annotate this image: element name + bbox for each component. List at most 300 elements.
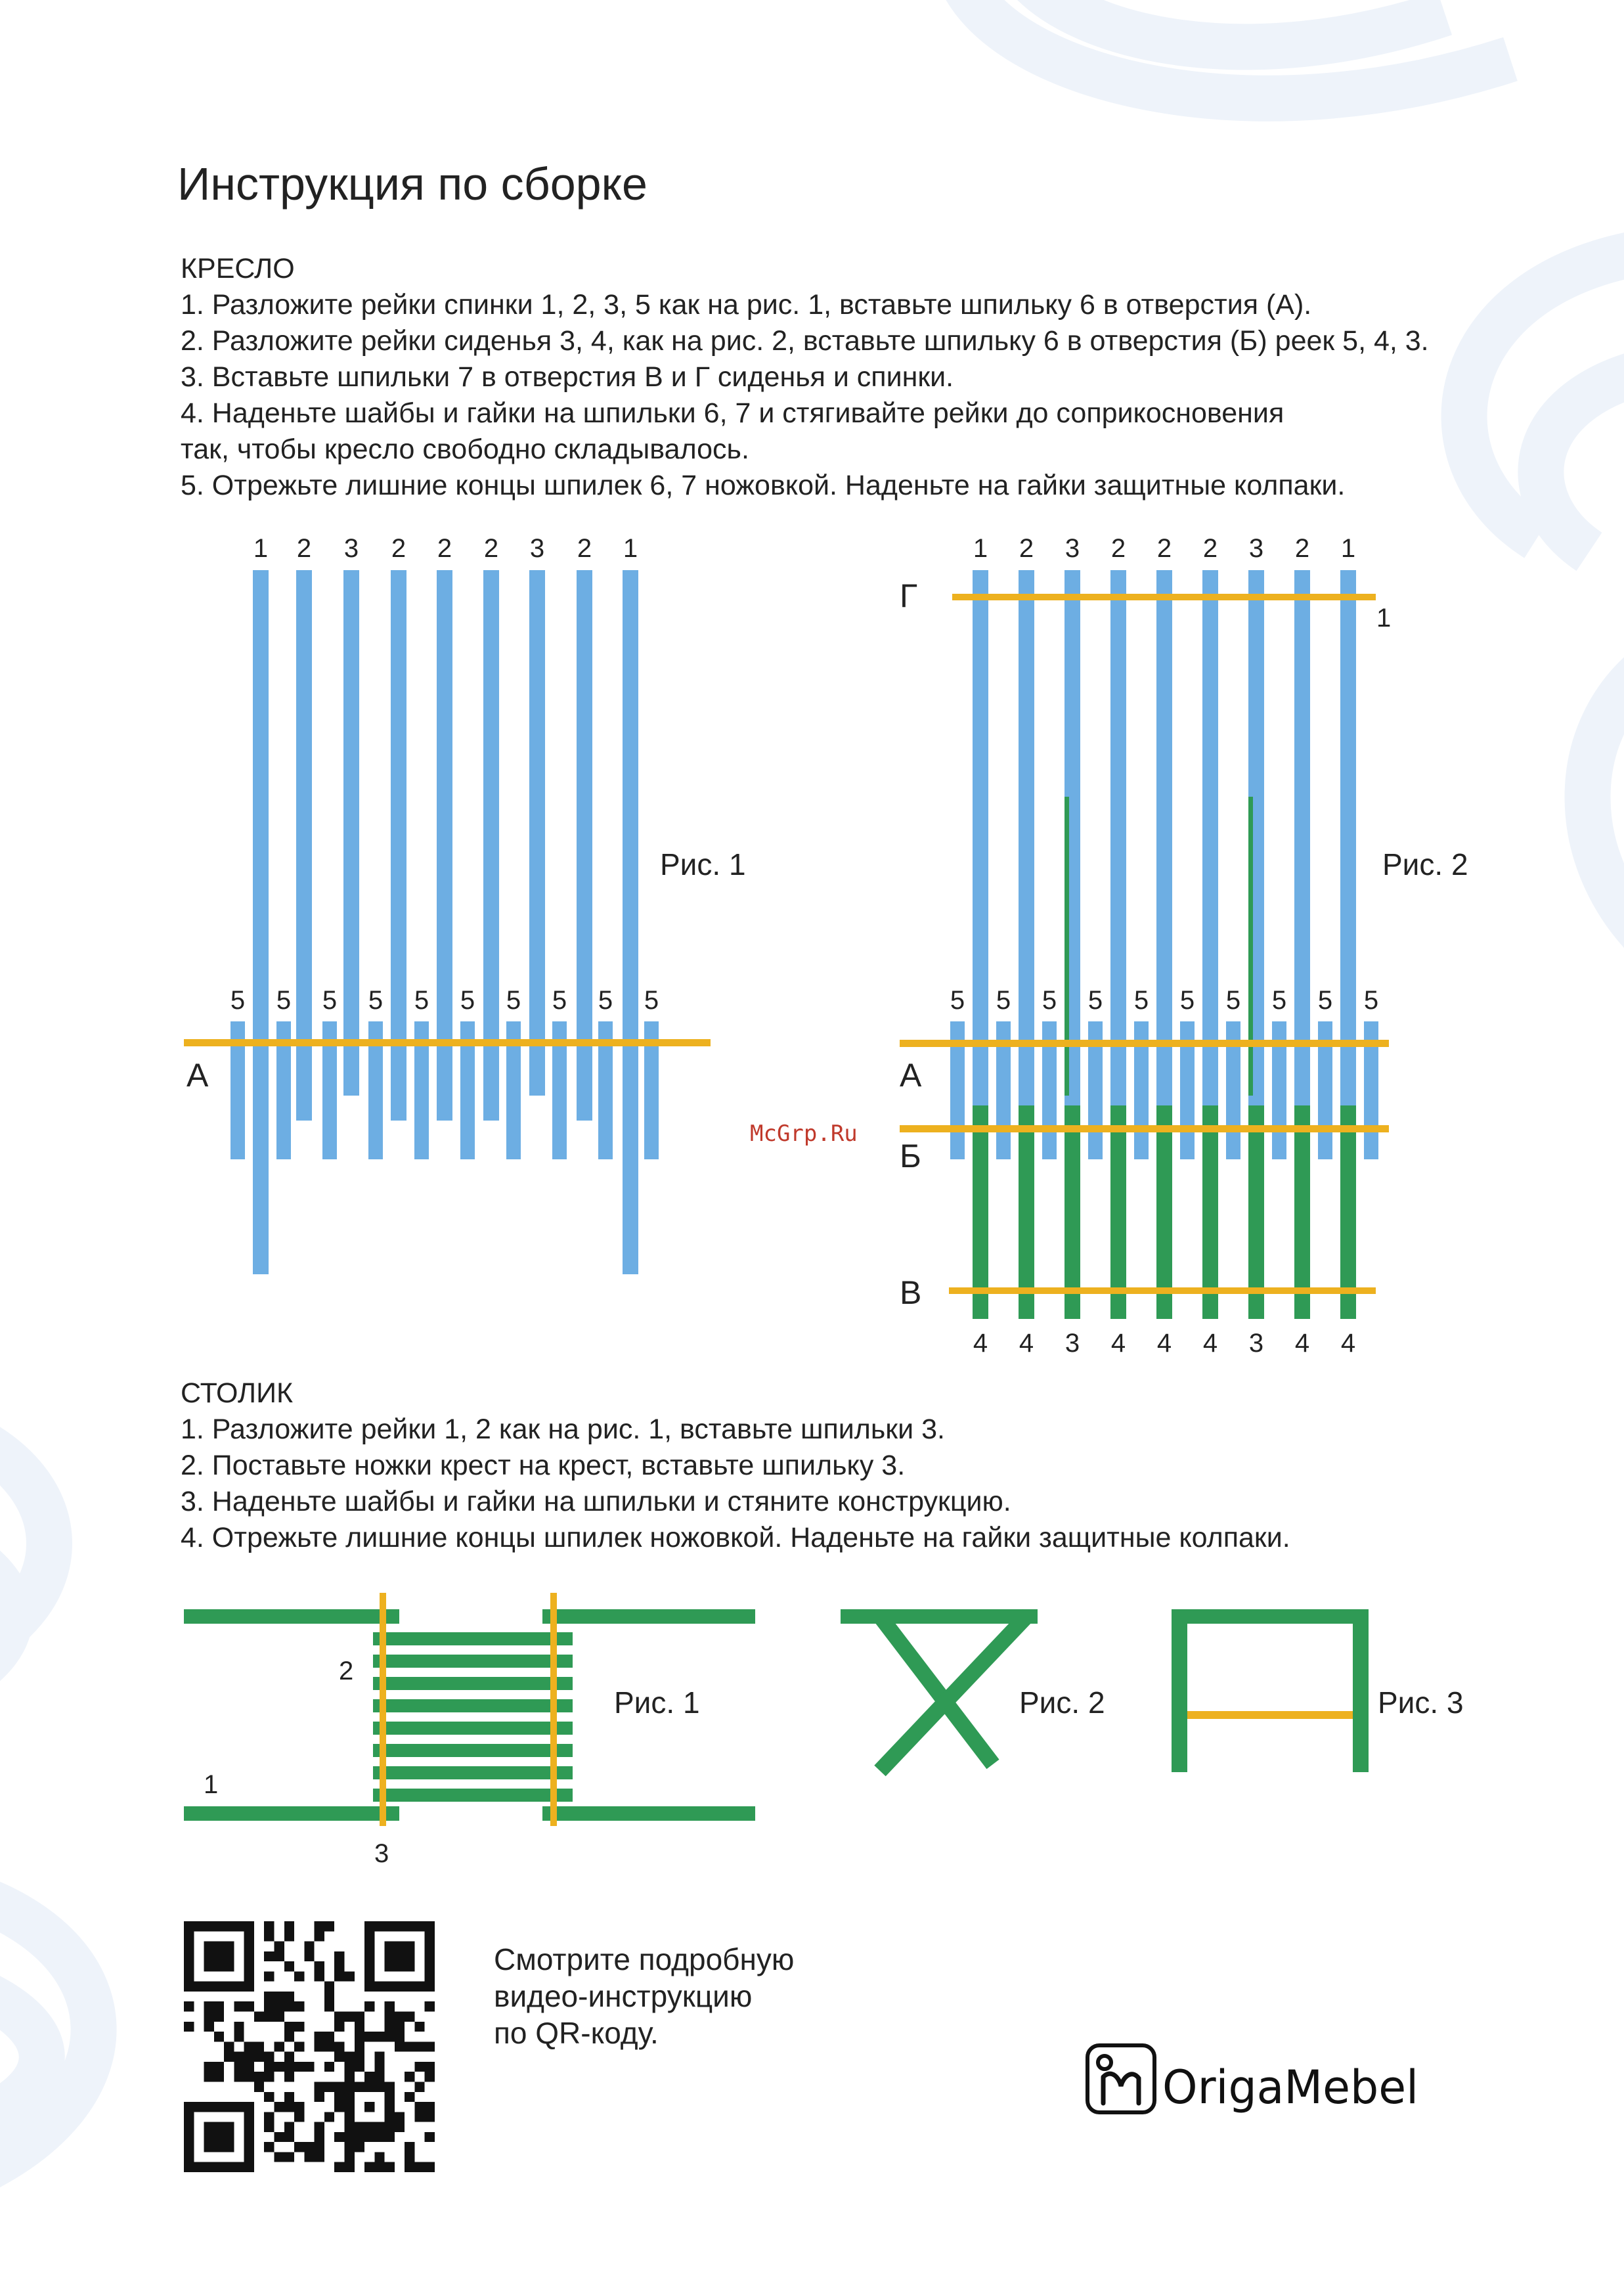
qr-module — [264, 1951, 274, 1961]
qr-module — [355, 2142, 364, 2152]
qr-module — [414, 2162, 424, 2172]
qr-module — [385, 2032, 395, 2041]
qr-module — [294, 2102, 304, 2112]
qr-module — [284, 1992, 294, 2001]
qr-module — [214, 2072, 224, 2082]
qr-module — [414, 2102, 424, 2112]
slat-number-label: 4 — [973, 1329, 988, 1358]
table-slat — [373, 1699, 573, 1712]
qr-module — [304, 2062, 314, 2072]
qr-module — [334, 2022, 344, 2032]
qr-module — [204, 2072, 214, 2082]
qr-module — [344, 2072, 354, 2082]
qr-module — [425, 1921, 435, 1992]
backrest-slat — [1019, 570, 1034, 1105]
qr-module — [405, 2142, 414, 2152]
logo-text: OrigaMebel — [1162, 2060, 1418, 2114]
slat-number-label: 5 — [460, 986, 475, 1015]
table-fig1-label-3: 3 — [374, 1839, 389, 1868]
qr-module — [414, 2112, 424, 2122]
qr-module — [184, 2162, 254, 2172]
qr-module — [264, 2052, 274, 2062]
slat-number-label: 5 — [996, 986, 1011, 1015]
armchair-fig2-pin-g-label: Г — [900, 577, 918, 614]
qr-module — [334, 2132, 344, 2142]
qr-module — [274, 1951, 284, 1961]
armchair-step-4-cont: так, чтобы кресло свободно складывалось. — [181, 434, 749, 465]
qr-module — [334, 2162, 344, 2172]
qr-module — [374, 2072, 384, 2082]
armchair-fig2-corner-label: 1 — [1376, 604, 1392, 633]
backrest-slat — [253, 570, 269, 1274]
qr-module — [294, 1971, 304, 1981]
qr-module — [425, 2102, 435, 2112]
seat-slat-3 — [1064, 797, 1069, 1096]
table-step-4: 4. Отрежьте лишние концы шпилек ножовкой. Наденьте на гайки защитные колпаки. — [181, 1522, 1290, 1553]
qr-module — [364, 2032, 374, 2041]
qr-module — [264, 2062, 274, 2072]
backrest-slat — [1294, 570, 1310, 1105]
qr-module — [315, 2122, 324, 2132]
slat-number-label: 5 — [950, 986, 965, 1015]
table-rail-bottom-left — [184, 1806, 399, 1821]
qr-module — [364, 1921, 374, 1992]
qr-module — [244, 2062, 254, 2072]
qr-module — [244, 2102, 254, 2172]
armchair-step-1: 1. Разложите рейки спинки 1, 2, 3, 5 как на рис. 1, вставьте шпильку 6 в отверстия (А). — [181, 289, 1312, 321]
qr-module — [374, 2052, 384, 2062]
qr-module — [274, 2102, 284, 2112]
pin-b — [900, 1125, 1389, 1132]
table-figure-3 — [1172, 1609, 1464, 1772]
qr-caption-line-1: Смотрите подробную — [494, 1942, 795, 1976]
table-step-1: 1. Разложите рейки 1, 2 как на рис. 1, вставьте шпильки 3. — [181, 1414, 945, 1445]
table-slat — [373, 1632, 573, 1645]
backrest-slat — [343, 570, 359, 1096]
qr-module — [234, 2032, 244, 2041]
backrest-slat — [1202, 570, 1218, 1105]
qr-module — [294, 2001, 304, 2011]
qr-module — [284, 2152, 294, 2162]
qr-module — [274, 2041, 284, 2051]
qr-module — [425, 2001, 435, 2011]
armchair-step-2: 2. Разложите рейки сиденья 3, 4, как на рис. 2, вставьте шпильку 6 в отверстия (Б) реек 5, 4, 3. — [181, 325, 1429, 357]
logo-m-icon — [1103, 2074, 1139, 2103]
qr-module — [324, 2001, 334, 2011]
qr-module — [264, 1992, 274, 2001]
seat-slat — [1064, 1105, 1080, 1319]
table-figure-1 — [184, 1593, 755, 1868]
qr-module — [274, 2132, 284, 2142]
qr-module — [244, 2041, 254, 2051]
table-fig1-label-1: 1 — [204, 1770, 219, 1799]
slat-number-label: 4 — [1156, 1329, 1172, 1358]
qr-module — [405, 2092, 414, 2102]
slat-number-label: 5 — [1271, 986, 1287, 1015]
qr-module — [385, 2022, 395, 2032]
slat-number-label: 5 — [276, 986, 292, 1015]
pin-a — [184, 1039, 711, 1046]
qr-module — [304, 2142, 314, 2152]
qr-module — [385, 2132, 395, 2142]
slat-number-label: 3 — [1064, 534, 1080, 563]
qr-module — [324, 1982, 334, 1992]
slat-number-label: 1 — [253, 534, 269, 563]
table-rail-bottom-right — [542, 1806, 755, 1821]
qr-module — [315, 2041, 324, 2051]
backrest-slat — [483, 570, 499, 1121]
qr-module — [344, 2152, 354, 2162]
qr-module — [315, 1961, 324, 1971]
qr-module — [234, 2052, 244, 2062]
armchair-figure-2 — [900, 534, 1392, 1358]
qr-module — [264, 2122, 274, 2132]
qr-module — [364, 1982, 435, 1992]
qr-module — [244, 1921, 254, 1992]
qr-module — [284, 2122, 294, 2132]
backrest-slat — [577, 570, 592, 1121]
qr-module — [324, 2112, 334, 2122]
qr-module — [344, 1971, 354, 1981]
qr-module — [254, 2012, 264, 2022]
qr-module — [284, 2052, 294, 2062]
qr-module — [254, 2041, 264, 2051]
qr-module — [425, 2062, 435, 2072]
qr-module — [405, 2162, 414, 2172]
qr-module — [294, 2062, 304, 2072]
qr-module — [184, 2102, 254, 2112]
seat-slat — [1340, 1105, 1356, 1319]
slat-number-label: 4 — [1202, 1329, 1218, 1358]
qr-module — [385, 2001, 395, 2011]
qr-module — [374, 2032, 384, 2041]
slat-number-label: 5 — [1363, 986, 1379, 1015]
qr-module — [355, 2052, 364, 2062]
qr-module — [234, 2062, 244, 2072]
slat-number-label: 5 — [552, 986, 567, 1015]
qr-module — [204, 2012, 214, 2022]
qr-module — [315, 2132, 324, 2142]
qr-module — [395, 2022, 405, 2032]
slat-number-label: 2 — [577, 534, 592, 563]
slat-number-label: 5 — [506, 986, 521, 1015]
slat-number-label: 2 — [1110, 534, 1126, 563]
table-frame-right — [1353, 1609, 1369, 1772]
qr-module — [355, 2022, 364, 2032]
qr-module — [344, 2142, 354, 2152]
backrest-slat — [623, 570, 638, 1274]
qr-module — [334, 2052, 344, 2062]
qr-module — [385, 1942, 415, 1972]
logo-frame-icon — [1087, 2045, 1154, 2112]
backrest-slat — [391, 570, 406, 1121]
slat-number-label: 2 — [483, 534, 499, 563]
pin-a — [900, 1040, 1389, 1047]
qr-module — [274, 2062, 284, 2072]
qr-module — [244, 2052, 254, 2062]
qr-module — [414, 2062, 424, 2072]
qr-module — [304, 2152, 314, 2162]
qr-caption-line-2: видео-инструкцию — [494, 1979, 753, 2013]
table-pin-right — [550, 1593, 557, 1826]
slat-number-label: 3 — [1248, 1329, 1264, 1358]
table-frame-pin — [1187, 1711, 1353, 1719]
table-frame-left — [1172, 1609, 1187, 1772]
backrest-slat — [296, 570, 312, 1121]
seat-slat — [1202, 1105, 1218, 1319]
qr-module — [274, 2012, 284, 2022]
slat-number-label: 5 — [598, 986, 613, 1015]
table-rail-top-right — [542, 1609, 755, 1624]
qr-module — [204, 2001, 214, 2011]
qr-module — [284, 2022, 294, 2032]
qr-module — [355, 2032, 364, 2041]
qr-module — [395, 2032, 405, 2041]
slat-number-label: 5 — [1087, 986, 1103, 1015]
table-fig2-caption: Рис. 2 — [1019, 1685, 1105, 1720]
armchair-fig2-caption: Рис. 2 — [1382, 847, 1468, 881]
qr-module — [315, 2082, 324, 2091]
qr-module — [294, 2041, 304, 2051]
qr-module — [324, 1921, 334, 1931]
qr-module — [405, 2012, 414, 2022]
qr-module — [204, 1942, 234, 1972]
qr-module — [284, 2032, 294, 2041]
slat-number-label: 2 — [1294, 534, 1310, 563]
origamebel-logo — [1085, 2043, 1426, 2115]
slat-number-label: 2 — [391, 534, 406, 563]
seat-slat-3 — [1248, 797, 1253, 1096]
qr-module — [254, 2052, 264, 2062]
slat-number-label: 5 — [1133, 986, 1149, 1015]
qr-module — [254, 2072, 264, 2082]
qr-module — [315, 1921, 324, 1931]
slat-number-label: 4 — [1340, 1329, 1356, 1358]
qr-module — [315, 1931, 324, 1941]
armchair-step-4: 4. Наденьте шайбы и гайки на шпильки 6, 7 и стягивайте рейки до соприкосновения — [181, 397, 1284, 429]
seat-slat — [1110, 1105, 1126, 1319]
qr-module — [204, 2022, 214, 2032]
qr-module — [234, 2022, 244, 2032]
qr-module — [364, 2132, 374, 2142]
slat-number-label: 5 — [322, 986, 338, 1015]
qr-module — [344, 2162, 354, 2172]
qr-module — [355, 2062, 364, 2072]
slat-number-label: 2 — [1019, 534, 1034, 563]
qr-module — [204, 2122, 234, 2152]
table-rail-top-left — [184, 1609, 399, 1624]
page-title: Инструкция по сборке — [177, 158, 647, 210]
qr-module — [315, 2152, 324, 2162]
table-step-3: 3. Наденьте шайбы и гайки на шпильки и стяните конструкцию. — [181, 1486, 1011, 1517]
seat-slat — [1294, 1105, 1310, 1319]
slat-number-label: 2 — [1156, 534, 1172, 563]
armchair-fig2-pin-a-label: А — [900, 1057, 922, 1094]
qr-module — [324, 2032, 334, 2041]
armchair-fig1-caption: Рис. 1 — [660, 847, 746, 881]
slat-number-label: 5 — [230, 986, 246, 1015]
qr-module — [334, 2041, 344, 2051]
qr-module — [264, 2001, 274, 2011]
slat-number-label: 5 — [1225, 986, 1241, 1015]
qr-module — [315, 2142, 324, 2152]
table-pin-left — [380, 1593, 386, 1826]
qr-module — [224, 2041, 234, 2051]
watermark: McGrp.Ru — [750, 1121, 858, 1147]
qr-module — [294, 2022, 304, 2032]
qr-module — [414, 2022, 424, 2032]
backrest-slat — [1340, 570, 1356, 1105]
qr-module — [284, 2092, 294, 2102]
qr-module — [395, 2122, 405, 2132]
qr-module — [224, 2052, 234, 2062]
armchair-fig1-pin-a-label: А — [187, 1057, 209, 1094]
slat-number-label: 3 — [529, 534, 545, 563]
qr-module — [204, 2062, 214, 2072]
qr-module — [264, 2092, 274, 2102]
qr-module — [214, 2062, 224, 2072]
backrest-slat — [1156, 570, 1172, 1105]
qr-module — [364, 2001, 374, 2011]
qr-module — [284, 2102, 294, 2112]
backrest-slat — [437, 570, 452, 1121]
qr-module — [264, 1931, 274, 1941]
qr-module — [274, 1992, 284, 2001]
slat-number-label: 2 — [296, 534, 312, 563]
qr-module — [374, 2162, 384, 2172]
slat-number-label: 5 — [414, 986, 429, 1015]
qr-module — [334, 2092, 344, 2102]
qr-module — [425, 2072, 435, 2082]
qr-module — [284, 1931, 294, 1941]
qr-module — [214, 2012, 224, 2022]
slat-number-label: 3 — [343, 534, 359, 563]
table-leg-a — [879, 1615, 993, 1764]
qr-module — [385, 2012, 395, 2022]
table-frame-top — [1172, 1609, 1369, 1624]
pin-g — [952, 594, 1376, 600]
qr-module — [334, 1951, 344, 1961]
table-slat — [373, 1744, 573, 1757]
qr-module — [284, 2072, 294, 2082]
qr-module — [334, 2102, 344, 2112]
qr-module — [284, 2001, 294, 2011]
slat-number-label: 5 — [1179, 986, 1195, 1015]
qr-module — [355, 2012, 364, 2022]
slat-number-label: 2 — [437, 534, 452, 563]
qr-module — [264, 1921, 274, 1931]
qr-module — [334, 2082, 344, 2091]
qr-module — [395, 2112, 405, 2122]
qr-module — [324, 2041, 334, 2051]
seat-slat — [1156, 1105, 1172, 1319]
qr-module — [304, 1951, 314, 1961]
qr-module — [244, 2001, 254, 2011]
qr-module — [414, 2082, 424, 2091]
qr-module — [374, 2062, 384, 2072]
qr-module — [284, 1961, 294, 1971]
qr-module — [425, 2132, 435, 2142]
qr-module — [344, 2052, 354, 2062]
qr-module — [264, 2142, 274, 2152]
slat-number-label: 1 — [973, 534, 988, 563]
qr-module — [334, 2012, 344, 2022]
qr-module — [184, 2022, 194, 2032]
logo-circle-icon — [1098, 2056, 1111, 2069]
qr-module — [425, 2041, 435, 2051]
qr-module — [184, 2001, 194, 2011]
qr-caption — [494, 1941, 794, 2051]
slat-number-label: 4 — [1294, 1329, 1310, 1358]
qr-module — [274, 2152, 284, 2162]
qr-module — [374, 2152, 384, 2162]
qr-module — [385, 2082, 395, 2131]
slat-number-label: 2 — [1202, 534, 1218, 563]
qr-module — [395, 2041, 405, 2051]
table-heading: СТОЛИК — [181, 1377, 294, 1409]
qr-module — [374, 2132, 384, 2142]
qr-module — [254, 2082, 264, 2091]
qr-module — [334, 1971, 344, 1981]
qr-module — [234, 2001, 244, 2011]
qr-module — [364, 2102, 374, 2112]
qr-module — [385, 2162, 395, 2172]
slat-number-label: 5 — [1042, 986, 1057, 1015]
backrest-slat — [1110, 570, 1126, 1105]
table-figure-2 — [841, 1609, 1105, 1771]
qr-module — [244, 2072, 254, 2082]
qr-module — [234, 2072, 244, 2082]
slat-number-label: 5 — [368, 986, 384, 1015]
seat-slat — [1248, 1105, 1264, 1319]
qr-module — [264, 2112, 274, 2122]
armchair-fig2-pin-v-label: В — [900, 1274, 922, 1311]
qr-module — [324, 2062, 334, 2072]
qr-module — [344, 2062, 354, 2072]
slat-number-label: 5 — [1317, 986, 1333, 1015]
armchair-fig2-pin-b-label: Б — [900, 1138, 921, 1174]
qr-module — [315, 1971, 324, 1981]
armchair-figure-1 — [184, 534, 711, 1274]
qr-module — [284, 1921, 294, 1931]
slat-number-label: 3 — [1064, 1329, 1080, 1358]
qr-code[interactable] — [184, 1921, 435, 2172]
slat-number-label: 1 — [1340, 534, 1356, 563]
seat-slat — [973, 1105, 988, 1319]
qr-module — [344, 2132, 354, 2142]
qr-module — [264, 2012, 274, 2022]
slat-number-label: 3 — [1248, 534, 1264, 563]
table-slat — [373, 1722, 573, 1735]
slat-number-label: 5 — [644, 986, 659, 1015]
qr-module — [214, 2001, 224, 2011]
qr-module — [284, 2062, 294, 2072]
qr-module — [315, 2032, 324, 2041]
seat-slat — [1019, 1105, 1034, 1319]
qr-module — [184, 1982, 254, 1992]
qr-module — [355, 2132, 364, 2142]
qr-module — [344, 2082, 354, 2131]
qr-module — [364, 1921, 435, 1931]
qr-module — [294, 2142, 304, 2152]
backrest-slat — [973, 570, 988, 1105]
qr-module — [405, 2072, 414, 2082]
table-slat — [373, 1766, 573, 1779]
qr-module — [364, 2072, 374, 2082]
slat-number-label: 4 — [1019, 1329, 1034, 1358]
qr-module — [324, 1992, 334, 2001]
qr-module — [304, 1942, 314, 1951]
